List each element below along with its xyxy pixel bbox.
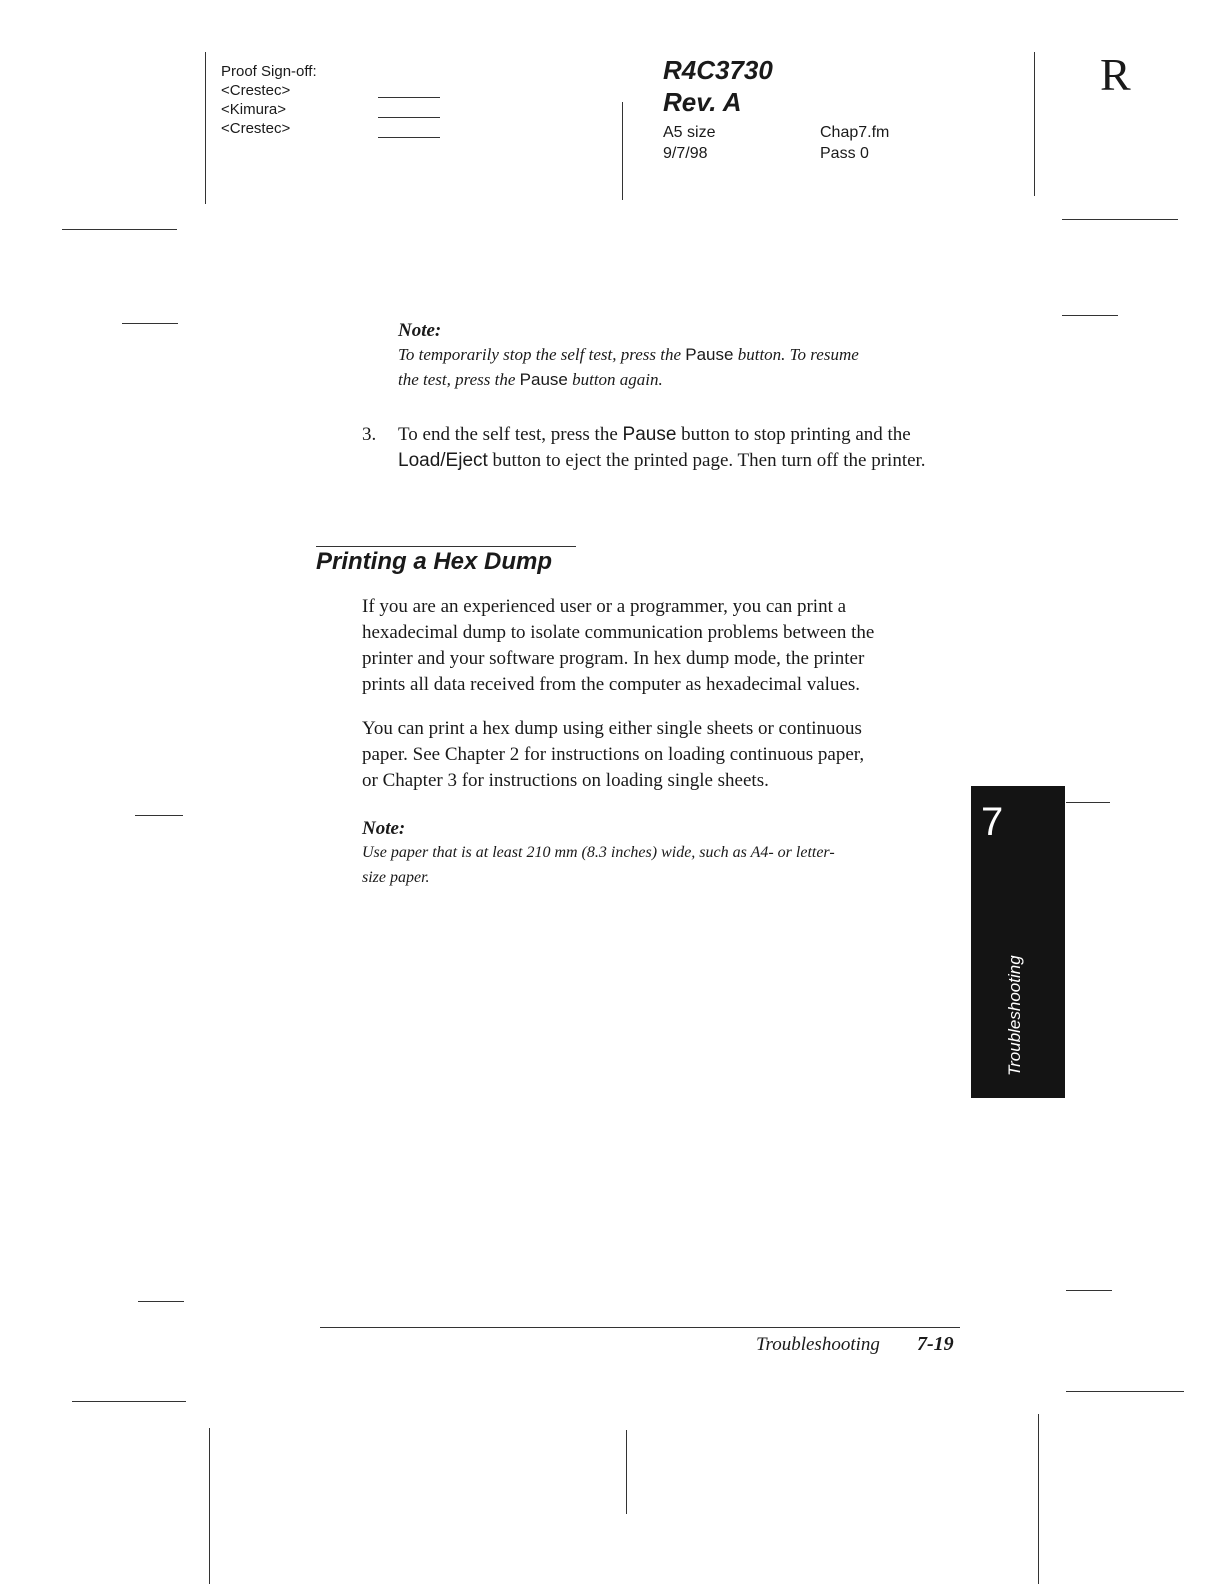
chapter-tab xyxy=(971,786,1065,1098)
proof-signoff xyxy=(221,62,317,138)
file-name: Chap7.fm xyxy=(820,124,890,141)
note-text-segment: button. To resume xyxy=(737,345,859,364)
note-label: Note: xyxy=(398,320,442,341)
paragraph-2 xyxy=(362,716,962,794)
proof-signoff-title: Proof Sign-off: xyxy=(221,63,317,80)
note-text-segment: button again. xyxy=(572,370,663,389)
proof-name-3: <Crestec> xyxy=(221,120,291,137)
crop-mark xyxy=(135,815,183,816)
page-size: A5 size xyxy=(663,124,716,141)
header-center-rule xyxy=(622,102,623,200)
paragraph-line: You can print a hex dump using either single sheets or continuous xyxy=(362,718,862,739)
revision: Rev. A xyxy=(663,87,742,117)
header-left-rule xyxy=(205,52,206,204)
pause-button-name: Pause xyxy=(519,370,568,389)
pause-button-name: Pause xyxy=(685,345,734,364)
proof-name-2: <Kimura> xyxy=(221,101,287,118)
step-text-segment: button to stop printing and the xyxy=(681,424,911,445)
footer-rule xyxy=(320,1327,960,1328)
paragraph-line: paper. See Chapter 2 for instructions on loading continuous paper, xyxy=(362,744,865,765)
bottom-left-rule xyxy=(209,1428,210,1584)
note-text xyxy=(362,840,962,890)
footer-chapter-title: Troubleshooting xyxy=(756,1334,880,1355)
signature-line-2 xyxy=(378,117,440,118)
bottom-center-rule xyxy=(626,1430,627,1514)
note-text-segment: To temporarily stop the self test, press the xyxy=(398,345,682,364)
paragraph-line: printer and your software program. In hex dump mode, the printer xyxy=(362,648,865,669)
paragraph-line: or Chapter 3 for instructions on loading single sheets. xyxy=(362,770,769,791)
page-number: 7-19 xyxy=(917,1333,954,1355)
crop-mark xyxy=(72,1401,186,1402)
note-line-1: Use paper that is at least 210 mm (8.3 inches) wide, such as A4- or letter- xyxy=(362,844,835,861)
bottom-right-rule xyxy=(1038,1414,1039,1584)
pause-button-name: Pause xyxy=(622,424,677,445)
note-text xyxy=(398,342,958,392)
paragraph-line: prints all data received from the computer as hexadecimal values. xyxy=(362,674,861,695)
chapter-tab-label: Troubleshooting xyxy=(1005,955,1024,1076)
note-label: Note: xyxy=(362,818,406,839)
model-number: R4C3730 xyxy=(663,55,773,85)
crop-mark xyxy=(122,323,178,324)
section-rule xyxy=(316,546,576,547)
note-line-2 xyxy=(398,367,958,392)
crop-mark xyxy=(62,229,177,230)
document-id xyxy=(663,54,773,118)
note-line-1 xyxy=(398,342,958,367)
chapter-number: 7 xyxy=(981,800,1004,844)
signature-line-3 xyxy=(378,137,440,138)
signature-line-1 xyxy=(378,97,440,98)
pass-number: Pass 0 xyxy=(820,145,869,162)
crop-mark xyxy=(1066,1290,1112,1291)
crop-mark xyxy=(1062,315,1118,316)
paragraph-line: hexadecimal dump to isolate communication problems between the xyxy=(362,622,875,643)
step-text-segment: To end the self test, press the xyxy=(398,424,618,445)
step-number: 3. xyxy=(362,424,377,445)
header-right-rule xyxy=(1034,52,1035,196)
crop-mark xyxy=(138,1301,184,1302)
paragraph-1 xyxy=(362,594,962,698)
note-text-segment: the test, press the xyxy=(398,370,516,389)
load-eject-button-name: Load/Eject xyxy=(398,450,488,471)
step-text-segment: button to eject the printed page. Then turn off the printer. xyxy=(492,450,926,471)
paragraph-line: If you are an experienced user or a programmer, you can print a xyxy=(362,596,847,617)
corner-mark: R xyxy=(1100,49,1131,100)
note-line-2: size paper. xyxy=(362,869,430,886)
print-date: 9/7/98 xyxy=(663,145,708,162)
crop-mark xyxy=(1066,802,1110,803)
crop-mark xyxy=(1066,1391,1184,1392)
crop-mark xyxy=(1062,219,1178,220)
section-heading: Printing a Hex Dump xyxy=(316,548,553,575)
proof-name-1: <Crestec> xyxy=(221,82,291,99)
step-text xyxy=(398,422,958,474)
